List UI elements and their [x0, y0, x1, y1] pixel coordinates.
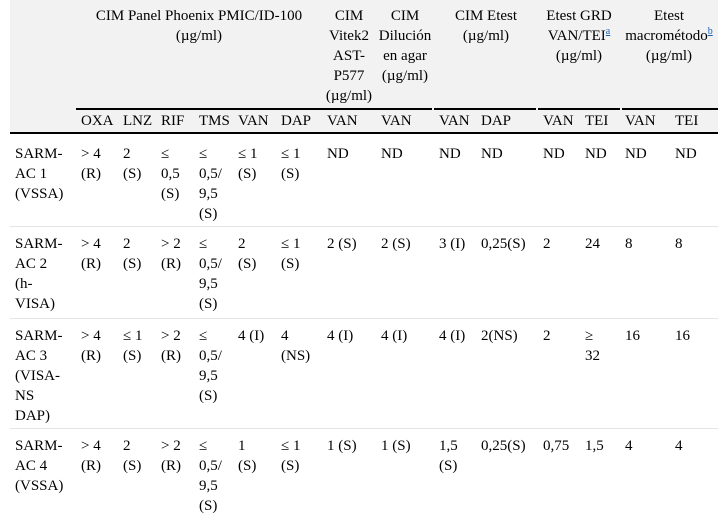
header-line — [322, 26, 376, 46]
cell-line: ND — [585, 146, 607, 162]
table-cell — [434, 144, 476, 164]
cell-line: 0,5/ — [199, 348, 222, 364]
cell-line: (R) — [161, 458, 181, 474]
cell-line: ≤ 1 — [281, 438, 301, 454]
row-name-line: (h- — [15, 276, 33, 292]
cell-line: 2 (S) — [381, 236, 411, 252]
cell-line: ≤ — [161, 146, 170, 162]
header-text: macrométodo — [625, 28, 708, 44]
cell-line: 16 — [675, 328, 690, 344]
table-cell — [233, 326, 276, 346]
header-text: VAN/TEI — [547, 28, 606, 44]
table-cell — [670, 234, 718, 254]
table-cell — [322, 436, 376, 456]
table-cell — [194, 144, 233, 224]
cell-line: 4 (I) — [238, 328, 265, 344]
cell-line: ≤ 1 — [238, 146, 258, 162]
cell-line: 9,5 — [199, 368, 218, 384]
table-cell — [76, 234, 118, 274]
cell-line: (S) — [238, 458, 257, 474]
subheader-oxa: OXA — [76, 111, 118, 131]
header-text: (µg/ml) — [325, 88, 373, 104]
table-cell — [76, 436, 118, 476]
table-cell — [580, 436, 620, 456]
row-name-line: NS — [15, 388, 35, 404]
header-line — [620, 6, 718, 26]
cell-line: ND — [543, 146, 565, 162]
cell-line: (S) — [199, 498, 218, 514]
table-cell — [276, 436, 322, 476]
row-name — [10, 144, 76, 204]
table-cell — [156, 326, 194, 366]
header-line — [538, 46, 620, 66]
subheader-tms: TMS — [194, 111, 233, 131]
table-cell — [76, 326, 118, 366]
table-cell — [376, 234, 434, 254]
table-cell — [580, 326, 620, 366]
cell-line: 1 (S) — [381, 438, 411, 454]
cell-line: > 2 — [161, 236, 181, 252]
cell-line: (R) — [161, 348, 181, 364]
cell-line: (S) — [238, 166, 257, 182]
header-text: (µg/ml) — [381, 68, 429, 84]
subheader-van: VAN — [376, 111, 434, 131]
header-line — [322, 6, 376, 26]
cell-line: (S) — [439, 458, 458, 474]
header-line — [376, 46, 434, 66]
cell-line: 16 — [625, 328, 640, 344]
cell-line: ND — [625, 146, 647, 162]
row-name — [10, 326, 76, 426]
header-group-grd — [538, 6, 620, 66]
table-cell — [322, 326, 376, 346]
cell-line: (S) — [199, 206, 218, 222]
cell-line: ≤ — [199, 328, 208, 344]
table-cell — [322, 234, 376, 254]
cell-line: (S) — [123, 458, 142, 474]
row-name-line: AC 1 — [15, 166, 48, 182]
table-cell — [538, 234, 580, 254]
cell-line: (S) — [199, 388, 218, 404]
table-cell — [233, 234, 276, 274]
row-name-line: AC 2 — [15, 256, 48, 272]
table-cell — [118, 234, 156, 274]
header-text: CIM Panel Phoenix PMIC/ID-100 — [95, 8, 303, 24]
footnote-link-b[interactable]: b — [707, 26, 713, 37]
subheader-tei: TEI — [670, 111, 718, 131]
table-cell — [620, 326, 670, 346]
cell-line: (S) — [238, 256, 257, 272]
header-line — [322, 46, 376, 66]
cell-line: (S) — [123, 166, 142, 182]
table-cell — [194, 234, 233, 314]
cell-line: 8 — [675, 236, 683, 252]
cell-line: ND — [439, 146, 461, 162]
table-cell — [434, 234, 476, 254]
header-text: CIM — [334, 8, 364, 24]
footnote-link-a[interactable]: a — [605, 26, 611, 37]
cell-line: 4 — [281, 328, 289, 344]
cell-line: 4 (I) — [327, 328, 354, 344]
cell-line: (R) — [81, 348, 101, 364]
header-line — [434, 26, 538, 46]
cell-line: (S) — [123, 256, 142, 272]
row-name-line: VISA) — [15, 296, 55, 312]
cell-line: 0,5/ — [199, 256, 222, 272]
header-line — [538, 6, 620, 26]
cell-line: 2 — [238, 236, 246, 252]
cell-line: 0,5 — [161, 166, 180, 182]
header-line — [620, 26, 718, 46]
table-cell — [538, 144, 580, 164]
subheader-van: VAN — [538, 111, 580, 131]
row-name-line: (VSSA) — [15, 478, 64, 494]
table-cell — [538, 436, 580, 456]
table-cell — [233, 436, 276, 476]
table-cell — [620, 144, 670, 164]
table-cell — [376, 144, 434, 164]
header-text: (µg/ml) — [462, 28, 510, 44]
header-line — [376, 26, 434, 46]
header-group-vitek — [322, 6, 376, 106]
table-cell — [156, 234, 194, 274]
cell-line: (S) — [281, 458, 300, 474]
cell-line: (S) — [161, 186, 180, 202]
header-line — [376, 66, 434, 86]
cell-line: ≤ 1 — [281, 236, 301, 252]
table-cell — [434, 326, 476, 346]
row-name-line: AC 3 — [15, 348, 48, 364]
table-cell — [118, 326, 156, 366]
subheader-rule — [10, 132, 718, 134]
table-cell — [118, 436, 156, 476]
cell-line: > 2 — [161, 438, 181, 454]
cell-line: 0,25(S) — [481, 438, 526, 454]
table-cell — [376, 436, 434, 456]
row-name-line: SARM- — [15, 236, 63, 252]
cell-line: ≤ — [199, 146, 208, 162]
table-cell — [476, 436, 538, 456]
subheader-van: VAN — [322, 111, 376, 131]
table-cell — [620, 436, 670, 456]
table-cell — [76, 144, 118, 184]
cell-line: 4 — [675, 438, 683, 454]
cell-line: 9,5 — [199, 478, 218, 494]
subheader-van: VAN — [434, 111, 476, 131]
header-line — [322, 86, 376, 106]
cell-line: (S) — [199, 296, 218, 312]
header-line — [322, 66, 376, 86]
cell-line: 2 — [123, 438, 131, 454]
cell-line: 2(NS) — [481, 328, 518, 344]
cell-line: > 4 — [81, 146, 101, 162]
cell-line: (R) — [161, 256, 181, 272]
cell-line: ≥ — [585, 328, 594, 344]
subheader-dap: DAP — [276, 111, 322, 131]
header-line — [434, 6, 538, 26]
cell-line: (R) — [81, 458, 101, 474]
cell-line: 1,5 — [585, 438, 604, 454]
subheader-rif: RIF — [156, 111, 194, 131]
header-line — [76, 6, 322, 26]
cell-line: 9,5 — [199, 276, 218, 292]
header-text: Vitek2 — [329, 28, 369, 44]
cell-line: 1 — [238, 438, 246, 454]
cell-line: 2 — [543, 328, 551, 344]
cell-line: 8 — [625, 236, 633, 252]
header-text: Dilución — [378, 28, 432, 44]
row-name-line: SARM- — [15, 328, 63, 344]
header-group-etest — [434, 6, 538, 46]
table-cell — [194, 326, 233, 406]
row-separator — [10, 318, 718, 319]
table-cell — [233, 144, 276, 184]
cell-line: 0,75 — [543, 438, 570, 454]
cell-line: (R) — [81, 256, 101, 272]
cell-line: 2 (S) — [327, 236, 357, 252]
table-cell — [476, 144, 538, 164]
table-cell — [156, 144, 194, 204]
table-cell — [476, 234, 538, 254]
cell-line: 1,5 — [439, 438, 458, 454]
cell-line: 2 — [123, 146, 131, 162]
header-group-dilucion — [376, 6, 434, 86]
table-cell — [376, 326, 434, 346]
header-text: (µg/ml) — [645, 48, 693, 64]
cell-line: > 4 — [81, 236, 101, 252]
subheader-van: VAN — [620, 111, 670, 131]
table-cell — [276, 234, 322, 274]
header-text: (µg/ml) — [175, 28, 223, 44]
subheader-dap: DAP — [476, 111, 538, 131]
table-cell — [434, 436, 476, 476]
table-cell — [620, 234, 670, 254]
cell-line: ND — [381, 146, 403, 162]
cell-line: (S) — [123, 348, 142, 364]
cell-line: 3 (I) — [439, 236, 466, 252]
subheader-lnz: LNZ — [118, 111, 156, 131]
header-group-macro — [620, 6, 718, 66]
cell-line: 4 (I) — [381, 328, 408, 344]
cell-line: 24 — [585, 236, 600, 252]
header-line — [376, 6, 434, 26]
header-text: CIM — [390, 8, 420, 24]
cell-line: (NS) — [281, 348, 311, 364]
header-line — [76, 26, 322, 46]
cell-line: (S) — [281, 166, 300, 182]
table-cell — [670, 144, 718, 164]
table-cell — [670, 326, 718, 346]
row-name-line: AC 4 — [15, 458, 48, 474]
table-cell — [194, 436, 233, 516]
subheader-tei: TEI — [580, 111, 620, 131]
header-text: Etest — [654, 8, 684, 24]
header-text: CIM Etest — [454, 8, 518, 24]
header-text: Etest GRD — [546, 8, 612, 24]
table-cell — [118, 144, 156, 184]
row-name-line: DAP) — [15, 408, 51, 424]
row-name-line: (VSSA) — [15, 186, 64, 202]
row-name — [10, 234, 76, 314]
header-text: (µg/ml) — [555, 48, 603, 64]
table-cell — [538, 326, 580, 346]
header-line — [620, 46, 718, 66]
cell-line: ND — [481, 146, 503, 162]
row-name — [10, 436, 76, 496]
cell-line: > 4 — [81, 328, 101, 344]
cell-line: > 4 — [81, 438, 101, 454]
header-text: AST- — [333, 48, 365, 64]
table-cell — [156, 436, 194, 476]
table-cell — [276, 144, 322, 184]
cell-line: 0,25(S) — [481, 236, 526, 252]
row-separator — [10, 428, 718, 429]
table-cell — [476, 326, 538, 346]
table-cell — [276, 326, 322, 366]
header-text: en agar — [383, 48, 427, 64]
header-text: P577 — [333, 68, 365, 84]
cell-line: ≤ — [199, 438, 208, 454]
row-separator — [10, 226, 718, 227]
cell-line: 2 — [123, 236, 131, 252]
cell-line: 2 — [543, 236, 551, 252]
table-cell — [580, 234, 620, 254]
subheader-van: VAN — [233, 111, 276, 131]
cell-line: > 2 — [161, 328, 181, 344]
header-group-phoenix — [76, 6, 322, 46]
cell-line: ND — [327, 146, 349, 162]
table-cell — [322, 144, 376, 164]
cell-line: ≤ — [199, 236, 208, 252]
cell-line: 0,5/ — [199, 166, 222, 182]
row-name-line: SARM- — [15, 438, 63, 454]
cell-line: 4 (I) — [439, 328, 466, 344]
header-line — [538, 26, 620, 46]
cell-line: ND — [675, 146, 697, 162]
cell-line: 0,5/ — [199, 458, 222, 474]
cell-line: 32 — [585, 348, 600, 364]
table-cell — [580, 144, 620, 164]
cell-line: (S) — [281, 256, 300, 272]
cell-line: ≤ 1 — [123, 328, 143, 344]
row-name-line: SARM- — [15, 146, 63, 162]
cell-line: 9,5 — [199, 186, 218, 202]
cell-line: ≤ 1 — [281, 146, 301, 162]
table-cell — [670, 436, 718, 456]
cell-line: 1 (S) — [327, 438, 357, 454]
cell-line: (R) — [81, 166, 101, 182]
row-name-line: (VISA- — [15, 368, 60, 384]
cell-line: 4 — [625, 438, 633, 454]
